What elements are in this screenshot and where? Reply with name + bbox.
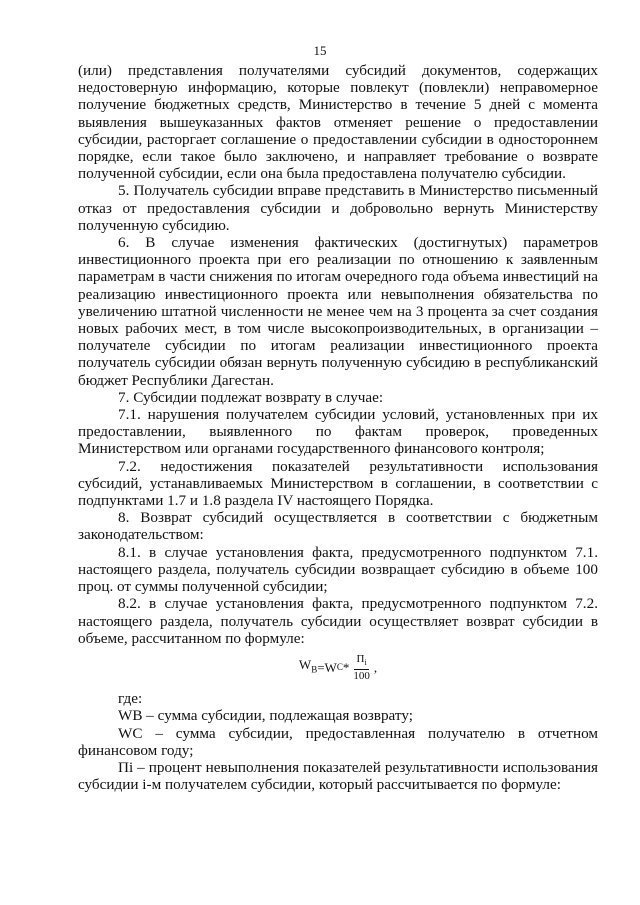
paragraph-gde: где: bbox=[118, 690, 143, 708]
formula-lhs: $W_B$ bbox=[298, 657, 318, 675]
paragraph-p81: 8.1. в случае установления факта, предусмотренного подпунктом 7.1. настоящего раздела, получатель субсидии возвращает субсидию в объеме 100 проц. от суммы полученной субсидии; bbox=[78, 543, 598, 596]
paragraph-p5: 5. Получатель субсидии вправе представить в Министерство письменный отказ от предоставления субсидии и добровольно вернуть Министерству полученную субсидию. bbox=[78, 182, 598, 234]
formula-rhs-sub: C bbox=[336, 661, 343, 672]
paragraph-p0: (или) представления получателями субсидий документов, содержащих недостоверную информацию, которые повлекут (повлекли) неправомерное получение бюджетных средств, Министерство в течение 5 дней с момента выявления вышеуказанных фактов отменяет решение о предоставлении субсидии, расторгает соглашение о предоставлении субсидии в одностороннем порядке, если такое было заключено, и направляет требование о возврате полученной субсидии, если она была предоставлена получателю субсидии. bbox=[78, 62, 598, 183]
paragraph-p72: 7.2. недостижения показателей результативности использования субсидий, устанавливаемых Министерством в соглашении, в соответствии с подпунктами 1.7 и 1.8 раздела IV настоящего Порядка. bbox=[78, 457, 598, 510]
paragraph-p82: 8.2. в случае установления факта, предусмотренного подпунктом 7.2. настоящего раздела, получатель субсидии осуществляет возврат субсидии в объеме, рассчитанном по формуле: bbox=[78, 595, 598, 647]
formula-numerator: $П_i$ bbox=[354, 653, 368, 670]
paragraph-wc: WC – сумма субсидии, предоставленная получателю в отчетном финансовом году; bbox=[78, 724, 598, 759]
formula-tail: , bbox=[373, 659, 378, 675]
formula bbox=[78, 653, 598, 682]
paragraph-pi: Пi – процент невыполнения показателей результативности использования субсидии i-м получателем субсидии, который рассчитывается по формуле: bbox=[78, 758, 598, 794]
formula-fraction bbox=[351, 653, 372, 682]
formula-denominator: 100 bbox=[353, 670, 370, 683]
paragraphs-top bbox=[78, 62, 598, 647]
paragraphs-bottom bbox=[78, 690, 598, 793]
paragraph-wb: WB – сумма субсидии, подлежащая возврату; bbox=[118, 707, 413, 725]
page-number: 15 bbox=[313, 43, 327, 58]
formula-times: * bbox=[342, 659, 350, 675]
paragraph-p71: 7.1. нарушения получателем субсидии условий, установленных при их предоставлении, выявленного по фактам проверок, проведенных Министерством или органами государственного финансового контроля; bbox=[78, 406, 598, 458]
document-body bbox=[78, 62, 598, 793]
paragraph-p8: 8. Возврат субсидий осуществляется в соответствии с бюджетным законодательством: bbox=[78, 509, 598, 544]
formula-eq: =W bbox=[317, 659, 337, 675]
paragraph-p7: 7. Субсидии подлежат возврату в случае: bbox=[118, 388, 384, 406]
paragraph-p6: 6. В случае изменения фактических (достигнутых) параметров инвестиционного проекта при его реализации по отношению к заявленным параметрам в части снижения по итогам очередного года объема инвестиций на реализацию инвестиционного проекта или невыполнения обязательства по увеличению штатной численности не менее чем на 3 процента за счет создания новых рабочих мест, в том числе высокопроизводительных, в организации – получателе субсидии по итогам реализации инвестиционного проекта получатель субсидии обязан вернуть полученную субсидию в республиканский бюджет Республики Дагестан. bbox=[78, 234, 598, 389]
